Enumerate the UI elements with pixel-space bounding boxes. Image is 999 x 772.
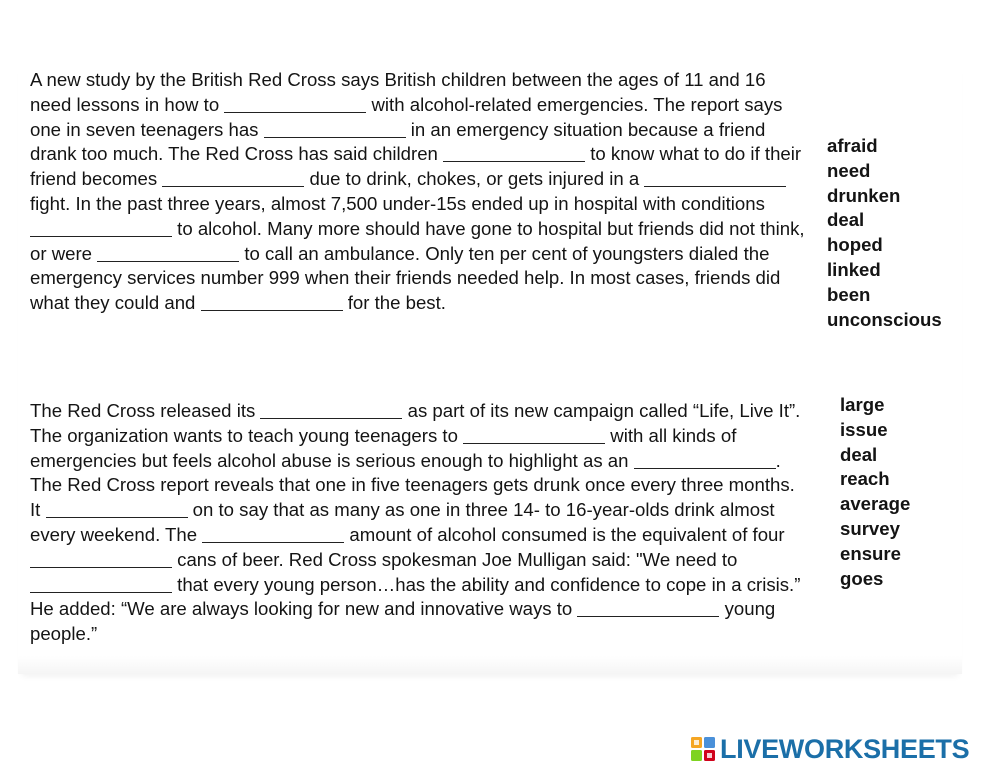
blank-input[interactable] — [97, 244, 239, 262]
word-bank-item: large — [840, 394, 885, 415]
word-bank-item: drunken — [827, 184, 901, 206]
blank-input[interactable] — [463, 426, 605, 444]
word-bank-item: deal — [827, 209, 865, 231]
passage-text: with all kinds of emergencies but feels alcohol abuse is serious enough to highlight as an — [30, 424, 737, 471]
passage-text: amount of alcohol consumed is the equivalent of four — [344, 523, 785, 545]
passage-text: that every young person…has the ability and confidence to cope in a crisis.” He added: “We are always looking for new and innovative ways to — [30, 573, 801, 620]
word-bank-item: linked — [827, 258, 881, 280]
word-bank-2 — [840, 393, 910, 591]
blank-input[interactable] — [162, 169, 304, 187]
blank-input[interactable] — [577, 599, 719, 617]
blank-input[interactable] — [30, 550, 172, 568]
passage-text: to call an ambulance. Only ten per cent of youngsters dialed the emergency services number 999 when their friends needed help. In most cases, friends did what they could and — [30, 242, 781, 314]
passage-text: fight. In the past three years, almost 7,500 under-15s ended up in hospital with conditions — [30, 192, 765, 214]
word-bank-item: hoped — [827, 234, 883, 256]
blank-input[interactable] — [202, 525, 344, 543]
passage-text: with alcohol-related emergencies. The report says one in seven teenagers has — [30, 93, 783, 140]
word-bank-item: unconscious — [827, 308, 942, 330]
word-bank-item: goes — [840, 567, 884, 589]
word-bank-item: reach — [840, 468, 890, 490]
brand-name: LIVEWORKSHEETS — [720, 733, 970, 764]
word-bank-item: need — [827, 159, 871, 181]
word-bank-item: deal — [840, 443, 878, 465]
blank-input[interactable] — [224, 95, 366, 113]
word-bank-item: issue — [840, 418, 888, 440]
word-bank-1 — [827, 134, 942, 332]
passage-text: to know what to do if their friend becomes — [30, 143, 802, 190]
word-bank-item: afraid — [827, 135, 878, 156]
passage-text: in an emergency situation because a friend drank too much. The Red Cross has said children — [30, 118, 766, 165]
liveworksheets-logo-icon — [690, 736, 716, 762]
word-bank-item: average — [840, 493, 911, 515]
passage-text: A new study by the British Red Cross says British children between the ages of 11 and 16 need lessons in how to — [30, 69, 766, 115]
blank-input[interactable] — [201, 293, 343, 311]
blank-input[interactable] — [30, 219, 172, 237]
word-bank-item: been — [827, 283, 871, 305]
blank-input[interactable] — [443, 144, 585, 162]
passage-2 — [30, 399, 805, 647]
word-bank-item: survey — [840, 517, 900, 539]
passage-text: cans of beer. Red Cross spokesman Joe Mulligan said: "We need to — [172, 548, 738, 570]
blank-input[interactable] — [46, 500, 188, 518]
liveworksheets-brand[interactable] — [690, 734, 969, 764]
passage-text: . The Red Cross report reveals that one in five teenagers gets drunk once every three months. It — [30, 449, 795, 521]
passage-text: to alcohol. Many more should have gone to hospital but friends did not think, or were — [30, 217, 805, 264]
word-bank-item: ensure — [840, 542, 901, 564]
passage-text: The Red Cross released its — [30, 400, 261, 421]
blank-input[interactable] — [30, 575, 172, 593]
blank-input[interactable] — [260, 401, 402, 419]
passage-text: for the best. — [342, 292, 446, 314]
passage-text: on to say that as many as one in three 14- to 16-year-olds drink almost every weekend. The — [30, 499, 775, 545]
passage-text: as part of its new campaign called “Life, Live It”. The organization wants to teach young teenagers to — [30, 400, 801, 446]
blank-input[interactable] — [634, 451, 776, 469]
passage-1 — [30, 68, 805, 316]
passage-text: due to drink, chokes, or gets injured in a — [304, 168, 645, 190]
blank-input[interactable] — [264, 120, 406, 138]
passage-text: young people.” — [30, 598, 776, 645]
blank-input[interactable] — [644, 169, 786, 187]
